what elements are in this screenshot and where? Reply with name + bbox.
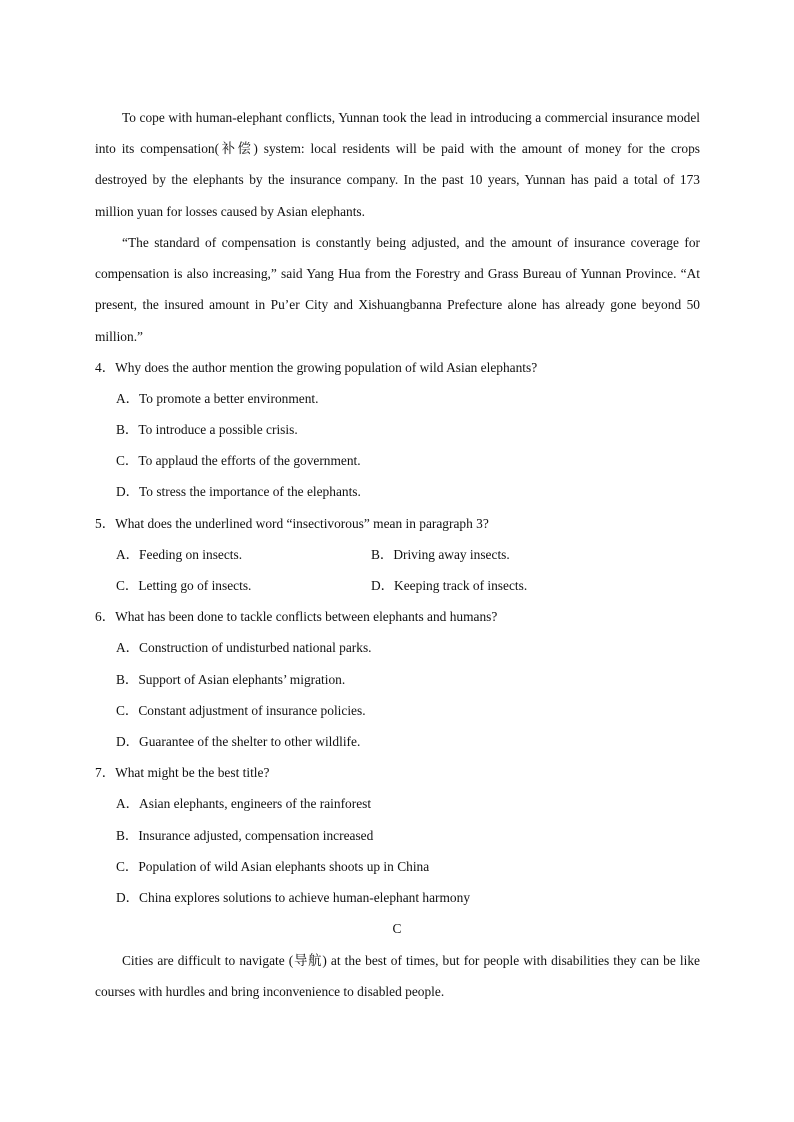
q6-option-c: C．Constant adjustment of insurance policies. [116,703,366,718]
question-text: Why does the author mention the growing population of wild Asian elephants? [115,360,538,375]
q4-option-c: C．To applaud the efforts of the government. [116,453,361,468]
section-heading: C [392,921,402,936]
q5-option-a: A．Feeding on insects. [116,547,243,562]
question-number: 4． [95,360,116,375]
q7-option-c: C．Population of wild Asian elephants shoots up in China [116,859,430,874]
question-5 [95,515,489,533]
q7-option-b: B．Insurance adjusted, compensation increased [116,828,374,843]
q7-option-a: A．Asian elephants, engineers of the rainforest [116,796,372,811]
q4-option-b: B．To introduce a possible crisis. [116,422,298,437]
question-text: What might be the best title? [115,765,270,780]
question-number: 6． [95,609,116,624]
q5-option-c: C．Letting go of insects. [116,578,252,593]
question-number: 7． [95,765,116,780]
question-text: What has been done to tackle conflicts between elephants and humans? [115,609,498,624]
question-number: 5． [95,516,116,531]
paragraph-cities-navigation: Cities are difficult to navigate (导航) at the best of times, but for people with disabilities they can be like courses with hurdles and bring inconvenience to disabled people. [95,953,700,1000]
question-6 [95,608,497,626]
q4-option-a: A．To promote a better environment. [116,391,319,406]
paragraph-insurance-model: To cope with human-elephant conflicts, Yunnan took the lead in introducing a commercial insurance model into its compensation(补偿) system: local residents will be paid with the amount of money for the crops destroyed by the elephants by the insurance company. In the past 10 years, Yunnan has paid a total of 173 million yuan for losses caused by Asian elephants. [95,110,700,219]
question-text: What does the underlined word “insectivorous” mean in paragraph 3? [115,516,489,531]
q4-option-d: D．To stress the importance of the elephants. [116,484,361,499]
question-7 [95,764,269,782]
question-4 [95,359,537,377]
q6-option-a: A．Construction of undisturbed national parks. [116,640,372,655]
q7-option-d: D．China explores solutions to achieve human-elephant harmony [116,890,471,905]
q5-option-b: B．Driving away insects. [371,547,510,562]
q6-option-d: D．Guarantee of the shelter to other wildlife. [116,734,361,749]
paragraph-yang-hua-quote: “The standard of compensation is constantly being adjusted, and the amount of insurance coverage for compensation is also increasing,” said Yang Hua from the Forestry and Grass Bureau of Yunnan Province. “At present, the insured amount in Pu’er City and Xishuangbanna Prefecture alone has already gone beyond 50 million.” [95,235,700,344]
q6-option-b: B．Support of Asian elephants’ migration. [116,672,346,687]
q5-option-d: D．Keeping track of insects. [371,578,528,593]
